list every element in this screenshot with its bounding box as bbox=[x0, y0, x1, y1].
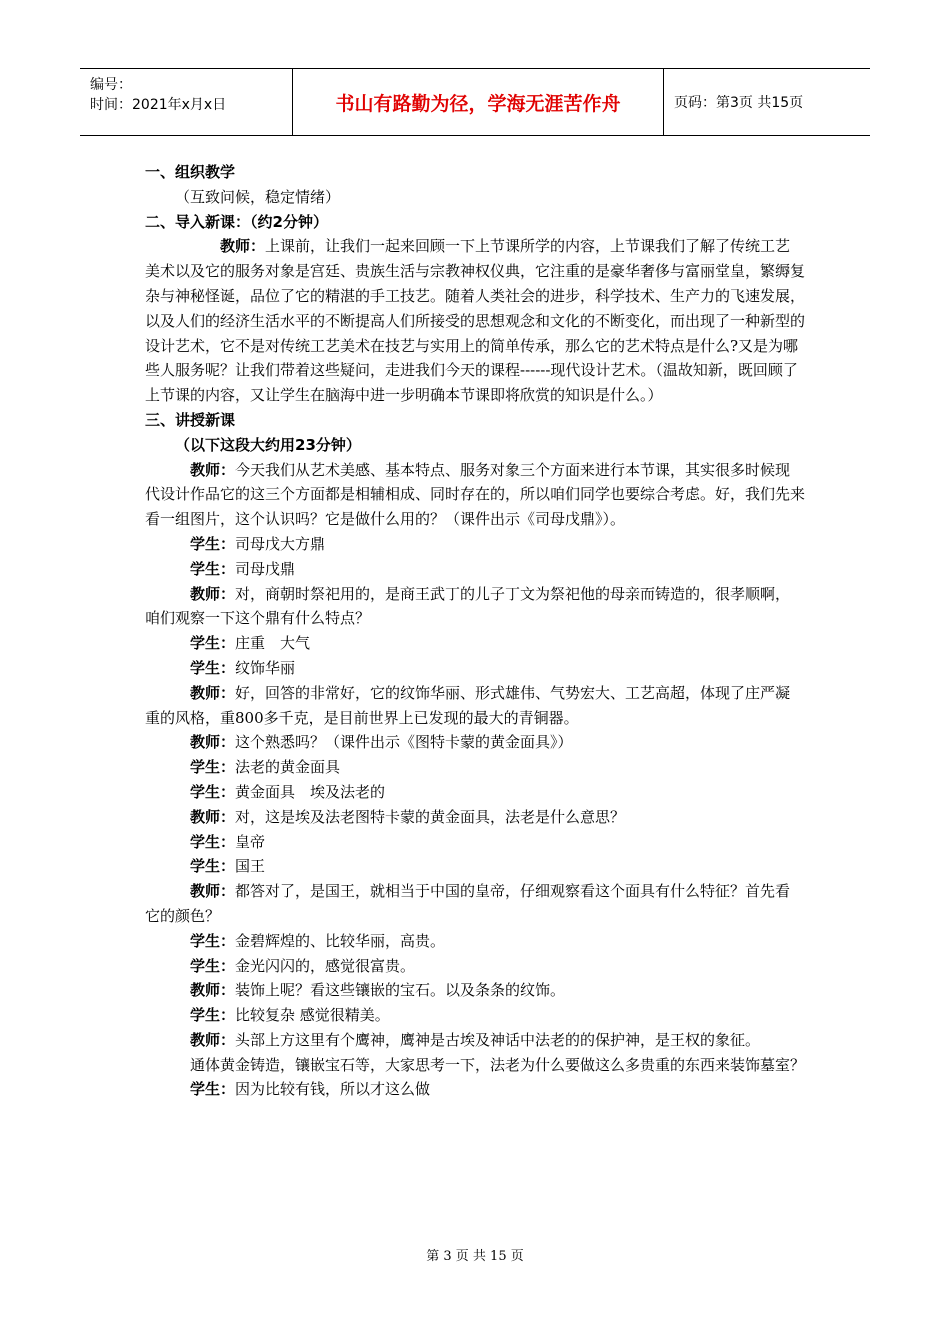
header-page-info: 页码：第3页 共15页 bbox=[664, 69, 871, 136]
speaker-label: 学生： bbox=[190, 758, 236, 777]
dialogue-list bbox=[145, 532, 805, 1102]
dialogue-line bbox=[145, 557, 805, 582]
speaker-label: 学生： bbox=[190, 1080, 236, 1099]
dialogue-text: 司母戊大方鼎 bbox=[235, 534, 326, 553]
speaker-label: 教师： bbox=[190, 584, 236, 603]
page-footer: 第 3 页 共 15 页 bbox=[426, 1249, 524, 1264]
document-body bbox=[145, 160, 805, 1102]
speaker-label: 学生： bbox=[190, 1006, 236, 1025]
dialogue-line bbox=[145, 631, 805, 656]
speaker-label: 学生： bbox=[190, 658, 236, 677]
dialogue-line bbox=[145, 1028, 805, 1053]
dialogue-line bbox=[145, 879, 805, 929]
dialogue-line bbox=[145, 954, 805, 979]
dialogue-text: 好，回答的非常好，它的纹饰华丽、形式雄伟、气势宏大、工艺高超，体现了庄严凝重的风格，重800多千克，是目前世界上已发现的最大的青铜器。 bbox=[145, 683, 791, 727]
dialogue-text: 庄重 大气 bbox=[235, 634, 311, 653]
dialogue-text: 装饰上呢？看这些镶嵌的宝石。以及条条的纹饰。 bbox=[235, 981, 566, 1000]
dialogue-text: 法老的黄金面具 bbox=[235, 758, 341, 777]
speaker-label: 教师： bbox=[220, 237, 266, 256]
dialogue-text: 对，商朝时祭祀用的，是商王武丁的儿子丁文为祭祀他的母亲而铸造的，很孝顺啊，咱们观察一下这个鼎有什么特点？ bbox=[145, 584, 791, 628]
speaker-label: 教师： bbox=[190, 460, 236, 479]
speaker-label: 教师： bbox=[190, 807, 236, 826]
speaker-label: 学生： bbox=[190, 931, 236, 950]
dialogue-text: 都答对了，是国王，就相当于中国的皇帝，仔细观察看这个面具有什么特征？首先看它的颜色？ bbox=[145, 882, 791, 925]
section-2-paragraph bbox=[145, 234, 805, 408]
dialogue-line bbox=[145, 929, 805, 954]
speaker-label: 学生： bbox=[190, 857, 236, 876]
section-2-title: 二、导入新课：（约2分钟） bbox=[145, 212, 328, 231]
speaker-label: 学生： bbox=[190, 534, 236, 553]
dialogue-line bbox=[145, 830, 805, 855]
header-motto: 书山有路勤为径，学海无涯苦作舟 bbox=[293, 69, 664, 136]
dialogue-text: 黄金面具 埃及法老的 bbox=[235, 782, 386, 801]
dialogue-line bbox=[145, 755, 805, 780]
dialogue-line bbox=[145, 656, 805, 681]
dialogue-line bbox=[145, 780, 805, 805]
dialogue-text: 因为比较有钱，所以才这么做 bbox=[235, 1080, 431, 1099]
dialogue-text: 头部上方这里有个鹰神，鹰神是古埃及神话中法老的的保护神，是王权的象征。 bbox=[235, 1030, 761, 1049]
paragraph-text: 今天我们从艺术美感、基本特点、服务对象三个方面来进行本节课，其实很多时候现代设计作品它的这三个方面都是相辅相成、同时存在的，所以咱们同学也要综合考虑。好，我们先来看一组图片，这个认识吗？它是做什么用的？（课件出示《司母戊鼎》）。 bbox=[145, 460, 806, 529]
speaker-label: 教师： bbox=[190, 733, 236, 752]
paragraph-text: 上课前，让我们一起来回顾一下上节课所学的内容，上节课我们了解了传统工艺美术以及它的服务对象是宫廷、贵族生活与宗教神权仪典，它注重的是豪华奢侈与富丽堂皇，繁缛复杂与神秘怪诞，品位了它的精湛的手工技艺。随着人类社会的进步，科学技术、生产力的飞速发展，以及人们的经济生活水平的不断提高人们所接受的思想观念和文化的不断变化，而出现了一种新型的设计艺术，它不是对传统工艺美术在技艺与实用上的简单传承，那么它的艺术特点是什么?又是为哪些人服务呢？让我们带着这些疑问，走进我们今天的课程------现代设计艺术。（温故知新，既回顾了上节课的内容，又让学生在脑海中进一步明确本节课即将欣赏的知识是什么。） bbox=[145, 237, 806, 405]
dialogue-text: 国王 bbox=[235, 857, 266, 876]
speaker-label: 教师： bbox=[190, 981, 236, 1000]
dialogue-line bbox=[145, 730, 805, 755]
section-3-paragraph bbox=[145, 458, 805, 532]
dialogue-line bbox=[145, 1077, 805, 1102]
dialogue-line bbox=[145, 978, 805, 1003]
dialogue-line bbox=[145, 582, 805, 632]
dialogue-text: 金碧辉煌的、比较华丽，高贵。 bbox=[235, 931, 446, 950]
dialogue-line bbox=[145, 854, 805, 879]
speaker-label: 学生： bbox=[190, 634, 236, 653]
dialogue-text: 通体黄金铸造，镶嵌宝石等，大家思考一下，法老为什么要做这么多贵重的东西来装饰墓室？ bbox=[190, 1055, 806, 1074]
section-3-title: 三、讲授新课 bbox=[145, 410, 236, 429]
dialogue-text: 纹饰华丽 bbox=[235, 658, 296, 677]
header-time: 时间：2021年x月x日 bbox=[90, 97, 227, 113]
dialogue-line bbox=[145, 532, 805, 557]
speaker-label: 教师： bbox=[190, 683, 236, 702]
dialogue-text: 这个熟悉吗？（课件出示《图特卡蒙的黄金面具》） bbox=[235, 733, 573, 752]
speaker-label: 学生： bbox=[190, 559, 236, 578]
dialogue-text: 司母戊鼎 bbox=[235, 559, 296, 578]
dialogue-text: 对，这是埃及法老图特卡蒙的黄金面具，法老是什么意思？ bbox=[235, 807, 626, 826]
speaker-label: 教师： bbox=[190, 1030, 236, 1049]
header-meta bbox=[80, 69, 293, 136]
dialogue-text: 比较复杂 感觉很精美。 bbox=[235, 1006, 390, 1025]
dialogue-line bbox=[145, 805, 805, 830]
section-3-note: （以下这段大约用23分钟） bbox=[175, 435, 361, 454]
dialogue-line bbox=[145, 1003, 805, 1028]
dialogue-line bbox=[145, 1053, 805, 1078]
speaker-label: 学生： bbox=[190, 956, 236, 975]
dialogue-text: 金光闪闪的，感觉很富贵。 bbox=[235, 956, 416, 975]
section-1-note: （互致问候，稳定情绪） bbox=[175, 187, 341, 206]
page-header bbox=[80, 68, 870, 136]
speaker-label: 学生： bbox=[190, 832, 236, 851]
dialogue-line bbox=[145, 681, 805, 731]
speaker-label: 教师： bbox=[190, 882, 236, 901]
section-1-title: 一、组织教学 bbox=[145, 163, 236, 181]
dialogue-text: 皇帝 bbox=[235, 832, 266, 851]
header-number: 编号： bbox=[90, 77, 132, 93]
speaker-label: 学生： bbox=[190, 782, 236, 801]
